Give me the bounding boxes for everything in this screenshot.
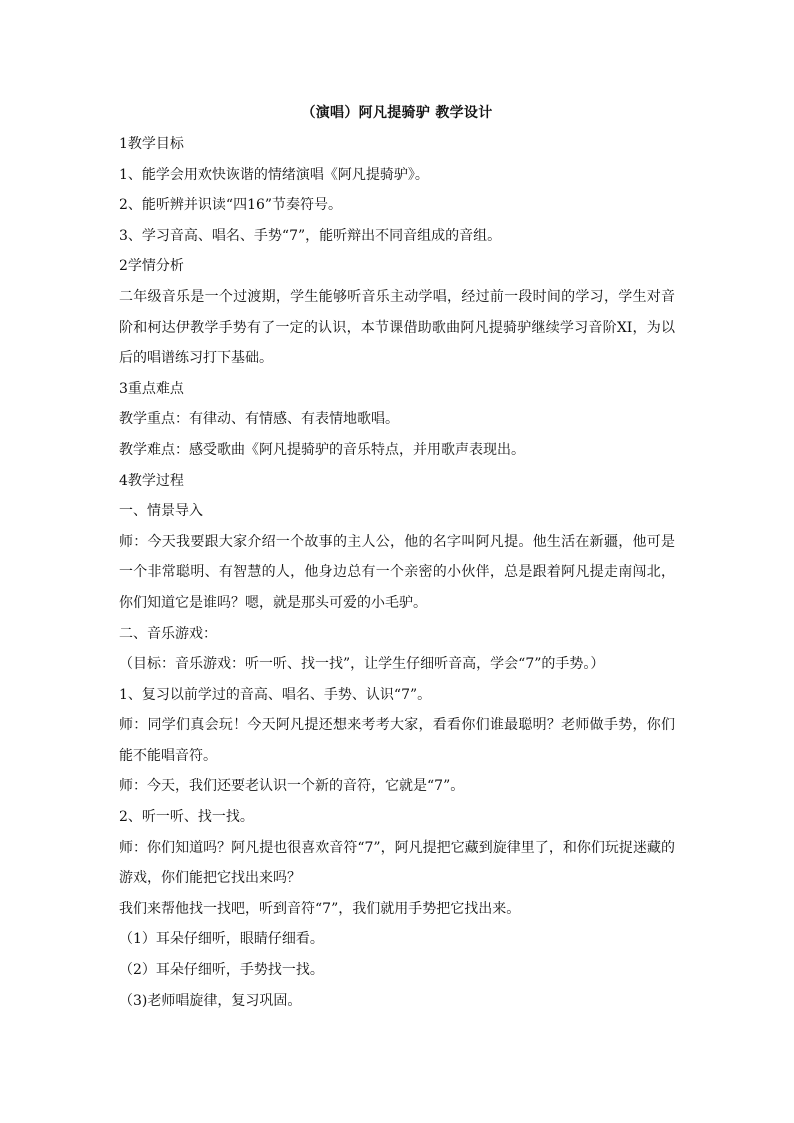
substep-3: （3)老师唱旋律，复习巩固。 xyxy=(119,992,302,1009)
game-objective: （目标：音乐游戏：听一听、找一找”，让学生仔细听音高，学会“7”的手势。） xyxy=(119,656,605,673)
process-step-game: 二、音乐游戏： xyxy=(119,625,217,642)
teacher-intro-paragraph: 师：今天我要跟大家介绍一个故事的主人公，他的名字叫阿凡提。他生活在新疆，他可是一个非常聪明、有智慧的人，他身边总有一个亲密的小伙伴，总是跟着阿凡提走南闯北，你们知道它是谁吗？嗯，就是那头可爱的小毛驴。 xyxy=(119,533,675,611)
substep-2: （2）耳朵仔细听，手势找一找。 xyxy=(119,962,324,979)
goal-item-3: 3、学习音高、唱名、手势“7”，能听辩出不同音组成的音组。 xyxy=(119,227,502,244)
goal-item-1: 1、能学会用欢快诙谐的情绪演唱《阿凡提骑驴》。 xyxy=(119,166,429,183)
substep-1: （1）耳朵仔细听，眼睛仔细看。 xyxy=(119,931,324,948)
document-title: （演唱）阿凡提骑驴 教学设计 xyxy=(301,105,493,121)
game-step-2: 2、听一听、找一找。 xyxy=(119,809,254,826)
process-step-intro: 一、情景导入 xyxy=(119,503,203,520)
key-point-difficulty: 教学难点：感受歌曲《阿凡提骑驴的音乐特点，并用歌声表现出。 xyxy=(119,441,525,458)
analysis-paragraph: 二年级音乐是一个过渡期，学生能够听音乐主动学唱，经过前一段时间的学习，学生对音阶和柯达伊教学手势有了一定的认识，本节课借助歌曲阿凡提骑驴继续学习音阶XI，为以后的唱谱练习打下基础。 xyxy=(119,288,675,367)
document-body xyxy=(119,129,675,1016)
teacher-line-3: 师：你们知道吗？阿凡提也很喜欢音符“7”，阿凡提把它藏到旋律里了，和你们玩捉迷藏的游戏，你们能把它找出来吗？ xyxy=(119,839,675,887)
section-heading-key-points: 3重点难点 xyxy=(119,380,184,397)
key-point-focus: 教学重点：有律动、有情感、有表情地歌唱。 xyxy=(119,411,399,428)
teacher-line-2: 师：今天，我们还要老认识一个新的音符，它就是“7”。 xyxy=(119,778,465,795)
instruction-line: 我们来帮他找一找吧，听到音符“7”，我们就用手势把它找出来。 xyxy=(119,900,521,917)
section-heading-analysis: 2学情分析 xyxy=(119,258,184,275)
game-step-1: 1、复习以前学过的音高、唱名、手势、认识“7”。 xyxy=(119,686,432,703)
goal-item-2: 2、能听辨并识读“四16”节奏符号。 xyxy=(119,197,343,214)
teacher-line-1: 师：同学们真会玩！今天阿凡提还想来考考大家，看看你们谁最聪明？老师做手势，你们能不能唱音符。 xyxy=(119,717,675,764)
section-heading-process: 4教学过程 xyxy=(119,472,184,489)
section-heading-goals: 1教学目标 xyxy=(119,136,184,152)
